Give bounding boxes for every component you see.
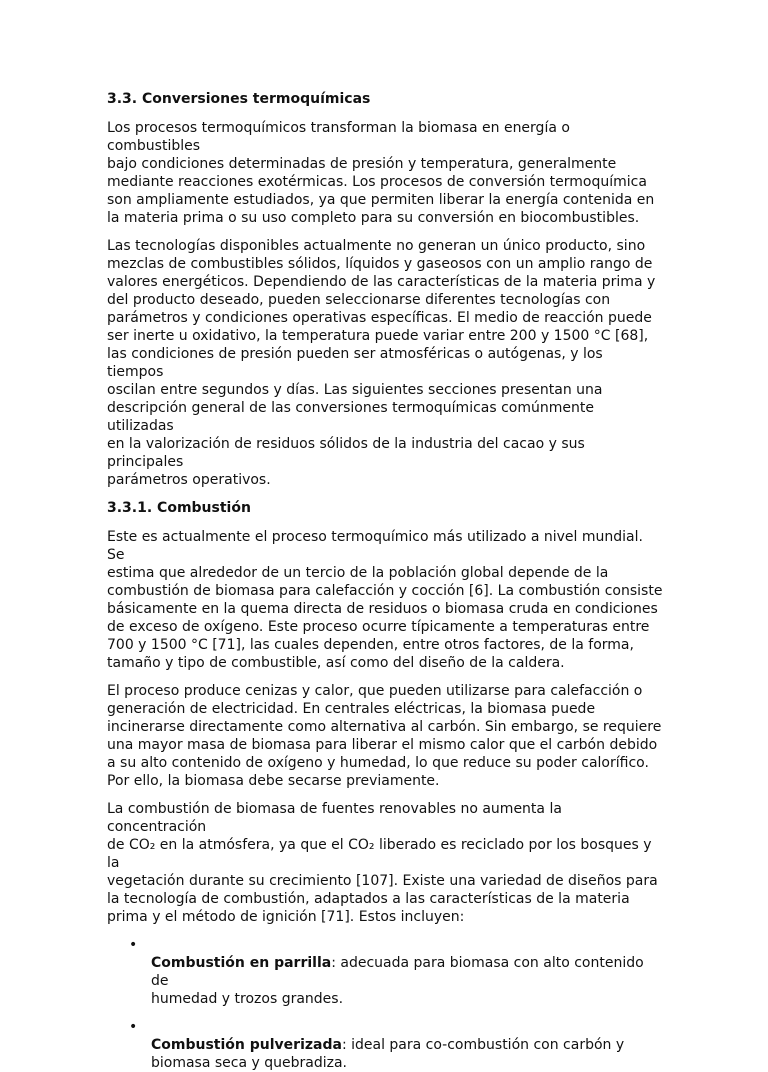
- subsection-paragraph-1: Este es actualmente el proceso termoquímico más utilizado a nivel mundial. Se estima que alrededor de un tercio de la población global depende de la combustión de biomasa para calefacción y cocción [6]. La combustión consiste básicamente en la quema directa de residuos o biomasa cruda en condiciones de exceso de oxígeno. Este proceso ocurre típicamente a temperaturas entre 700 y 1500 °C [71], las cuales dependen, entre otros factores, de la forma, tamaño y tipo de combustible, así como del diseño de la caldera.: [107, 529, 663, 671]
- section-paragraph-1: Los procesos termoquímicos transforman la biomasa en energía o combustibles bajo condiciones determinadas de presión y temperatura, generalmente mediante reacciones exotérmicas. Los procesos de conversión termoquímica son ampliamente estudiados, ya que permiten liberar la energía contenida en la materia prima o su uso completo para su conversión en biocombustibles.: [107, 120, 655, 226]
- list-item-term: Combustión pulverizada: [151, 1037, 342, 1053]
- section-heading: 3.3. Conversiones termoquímicas: [107, 91, 371, 107]
- list-item-description: : adecuada para biomasa con alto contenido de humedad y trozos grandes.: [151, 955, 644, 1007]
- list-item: [107, 936, 663, 1008]
- list-item-description: : ideal para co-combustión con carbón y biomasa seca y quebradiza.: [151, 1037, 625, 1071]
- subsection-paragraph-3: La combustión de biomasa de fuentes renovables no aumenta la concentración de CO₂ en la atmósfera, ya que el CO₂ liberado es reciclado por los bosques y la vegetación durante su crecimiento [107]. Existe una variedad de diseños para la tecnología de combustión, adaptados a las características de la materia prima y el método de ignición [71]. Estos incluyen:: [107, 801, 658, 925]
- list-item-term: Combustión en parrilla: [151, 955, 332, 971]
- bullet-icon: •: [129, 1019, 138, 1035]
- list-item: [107, 1018, 663, 1072]
- combustion-types-list: [107, 936, 663, 1072]
- subsection-paragraph-2: El proceso produce cenizas y calor, que pueden utilizarse para calefacción o generación de electricidad. En centrales eléctricas, la biomasa puede incinerarse directamente como alternativa al carbón. Sin embargo, se requiere una mayor masa de biomasa para liberar el mismo calor que el carbón debido a su alto contenido de oxígeno y humedad, lo que reduce su poder calorífico. Por ello, la biomasa debe secarse previamente.: [107, 683, 662, 789]
- bullet-icon: •: [129, 937, 138, 953]
- section-paragraph-2: Las tecnologías disponibles actualmente no generan un único producto, sino mezclas de combustibles sólidos, líquidos y gaseosos con un amplio rango de valores energéticos. Dependiendo de las características de la materia prima y del producto deseado, pueden seleccionarse diferentes tecnologías con parámetros y condiciones operativas específicas. El medio de reacción puede ser inerte u oxidativo, la temperatura puede variar entre 200 y 1500 °C [68], las condiciones de presión pueden ser atmosféricas o autógenas, y los tiempos oscilan entre segundos y días. Las siguientes secciones presentan una descripción general de las conversiones termoquímicas comúnmente utilizadas en la valorización de residuos sólidos de la industria del cacao y sus principales parámetros operativos.: [107, 238, 656, 488]
- subsection-heading: 3.3.1. Combustión: [107, 500, 251, 516]
